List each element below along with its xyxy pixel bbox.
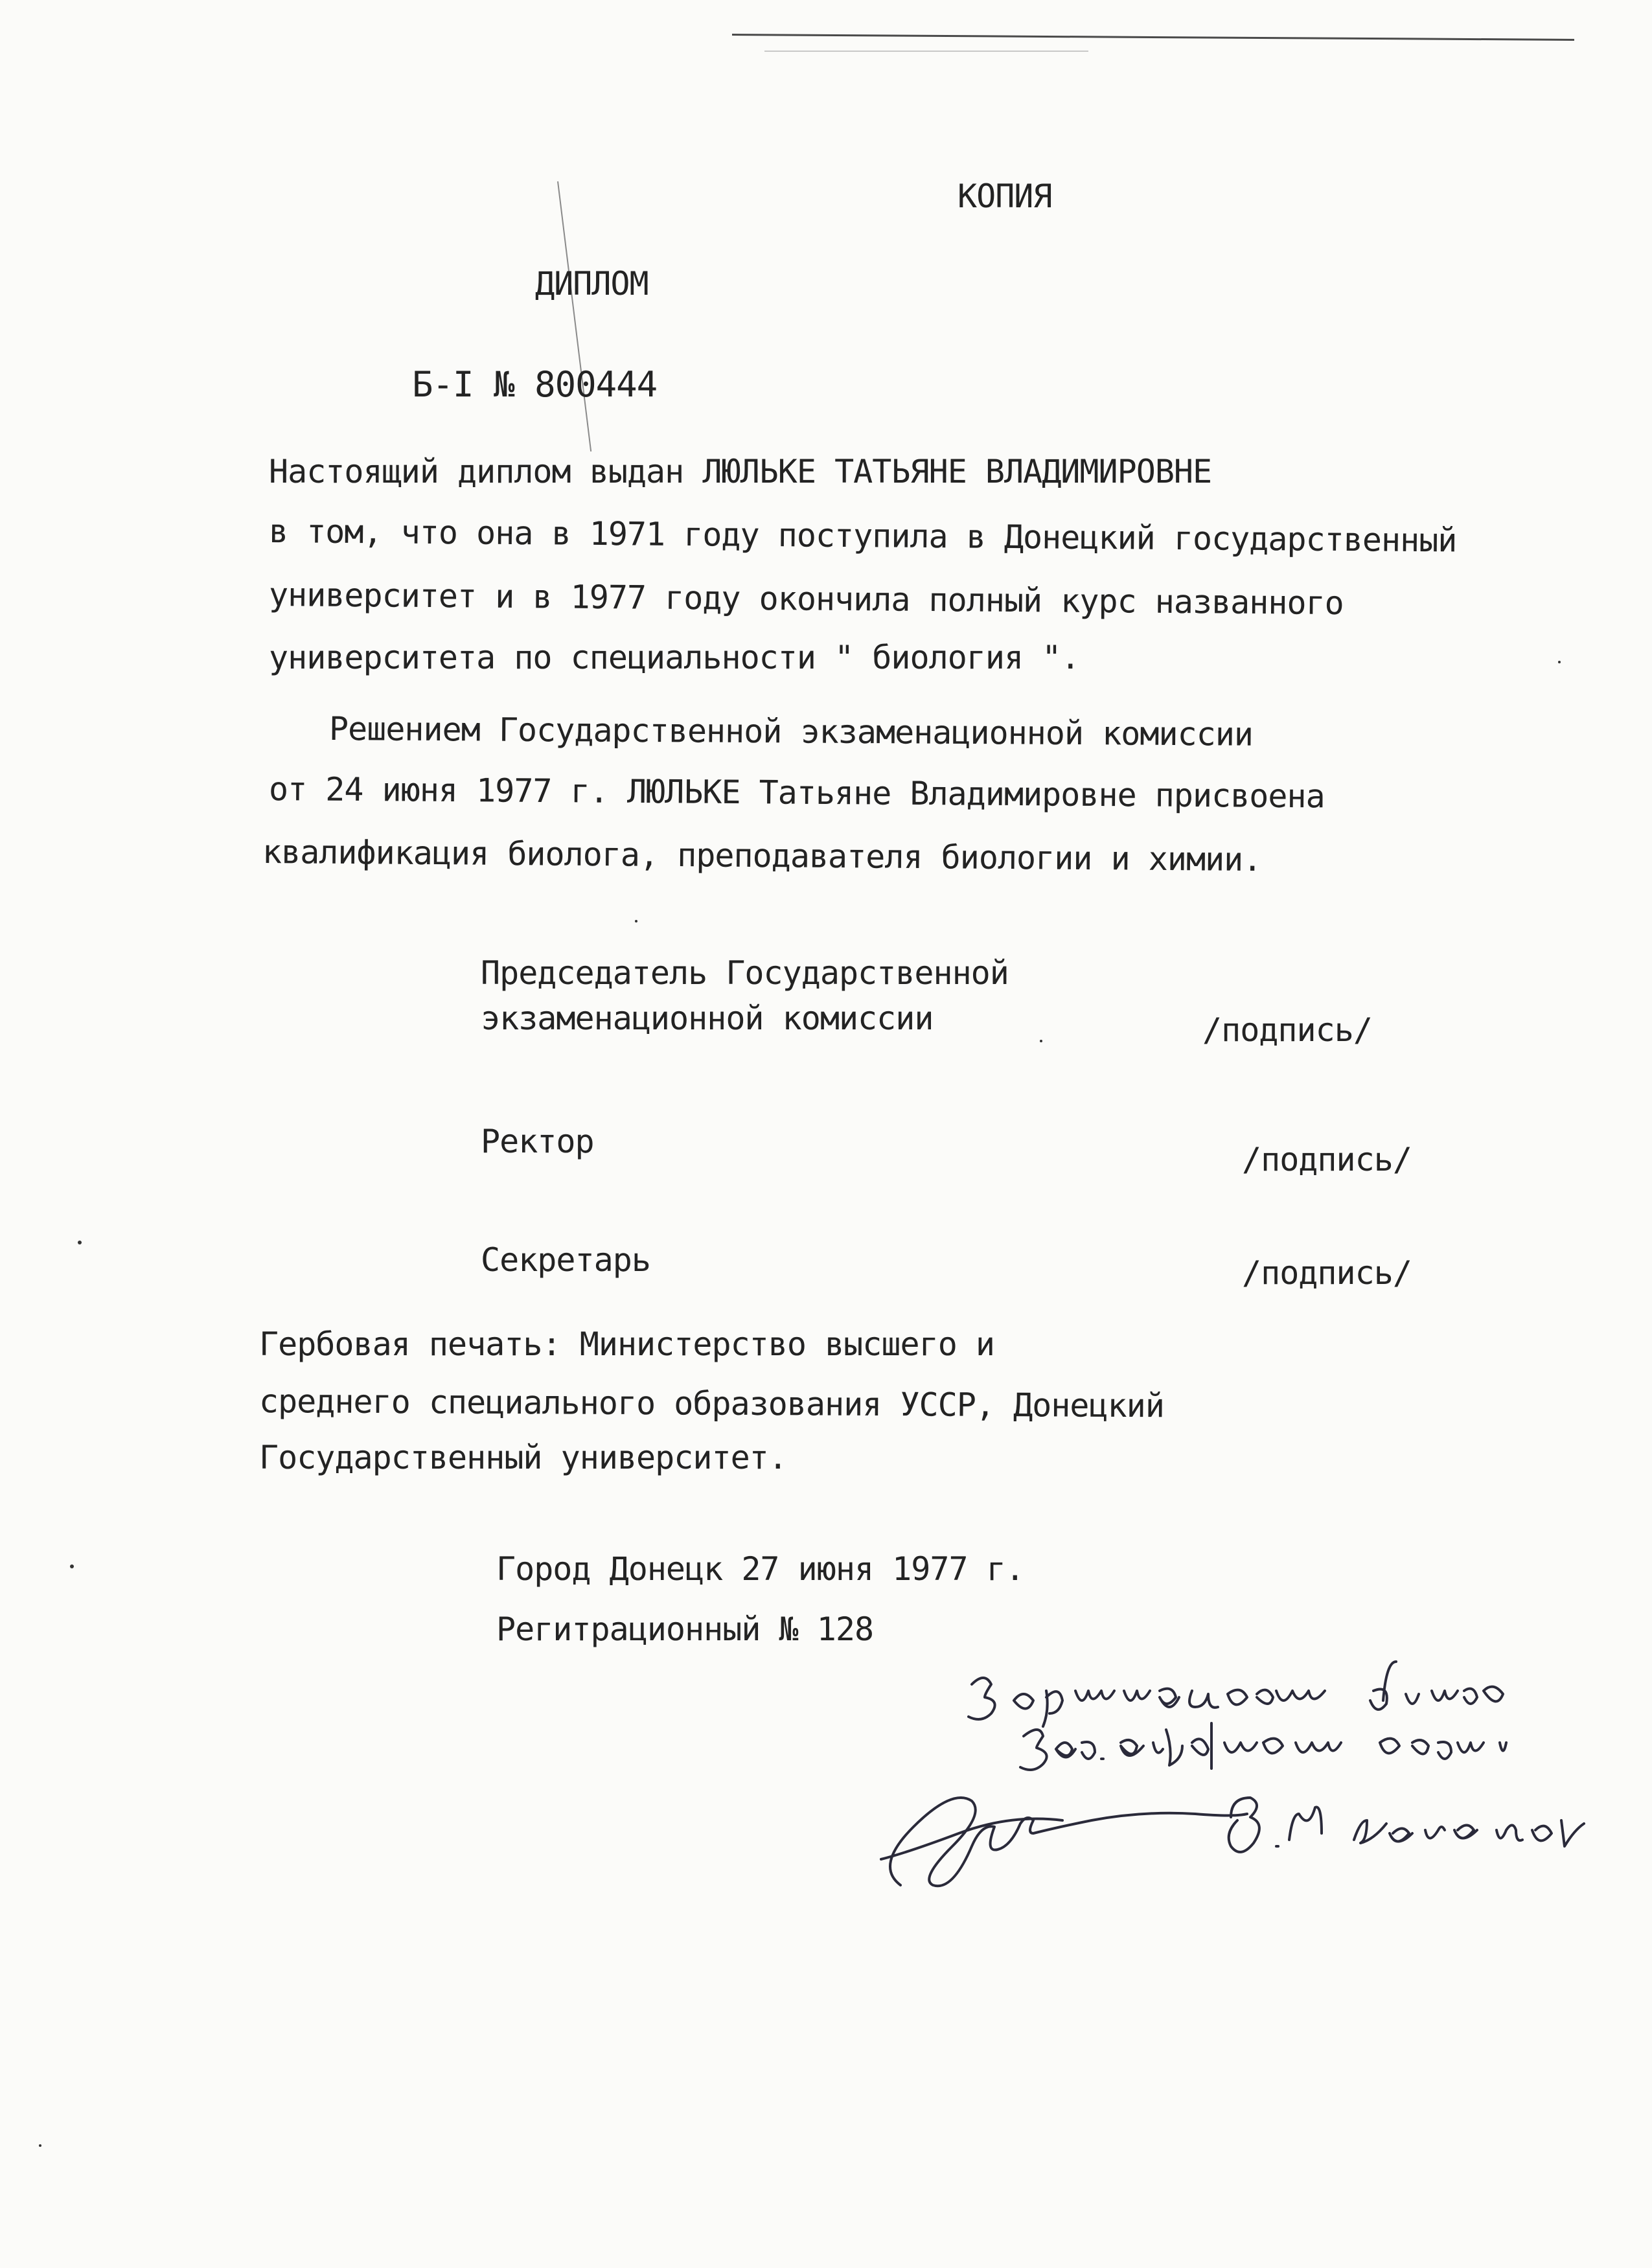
city-date: Город Донецк 27 июня 1977 г. <box>496 1550 1024 1588</box>
chair-signature-placeholder: /подпись/ <box>1202 1011 1372 1049</box>
copy-mark: КОПИЯ <box>958 178 1052 215</box>
seal-line: Государственный университет. <box>259 1439 787 1476</box>
body-line: от 24 июня 1977 г. ЛЮЛЬКЕ Татьяне Владимировне присвоена <box>268 770 1325 816</box>
scan-speck <box>78 1241 82 1244</box>
body-line: квалификация биолога, преподавателя биологии и химии. <box>262 833 1262 879</box>
body-line: университет и в 1977 году окончила полный курс названного <box>268 576 1344 623</box>
body-line: университета по специальности " биология ". <box>269 639 1080 676</box>
secretary-signature-placeholder: /подпись/ <box>1242 1254 1412 1292</box>
top-rule-faint <box>764 51 1088 52</box>
handwriting-line2 <box>1020 1723 1506 1770</box>
signature-flourish <box>881 1819 1062 1860</box>
seal-line: среднего специального образования УССР, Донецкий <box>258 1382 1165 1425</box>
rector-label: Ректор <box>481 1123 594 1160</box>
body-line: Настоящий диплом выдан ЛЮЛЬКЕ ТАТЬЯНЕ ВЛАДИМИРОВНЕ <box>269 453 1212 490</box>
chair-title-line1: Председатель Государственной <box>481 954 1009 992</box>
body-line: Решением Государственной экзаменационной комиссии <box>328 710 1254 753</box>
scan-speck <box>39 2144 41 2147</box>
rector-signature-placeholder: /подпись/ <box>1242 1141 1412 1178</box>
handwritten-certification <box>862 1645 1613 1918</box>
margin-pen-line <box>557 181 591 452</box>
scan-speck <box>635 920 637 922</box>
body-line: в том, что она в 1971 году поступила в Донецкий государственный <box>268 512 1457 560</box>
seal-line: Гербовая печать: Министерство высшего и <box>259 1325 994 1363</box>
handwriting-line1 <box>969 1662 1503 1726</box>
chair-title-line2: экзаменационной комиссии <box>481 1000 934 1037</box>
scan-speck <box>1040 1040 1042 1042</box>
document-title: ДИПЛОМ <box>535 265 648 303</box>
scan-speck <box>1558 661 1561 663</box>
scan-speck <box>70 1564 74 1568</box>
series-number: Б-I № 800444 <box>412 364 658 405</box>
registration-number: Регитрационный № 128 <box>496 1610 874 1648</box>
signer-name <box>1229 1798 1584 1852</box>
secretary-label: Секретарь <box>481 1241 650 1279</box>
top-rule <box>732 34 1574 41</box>
signature-scrawl <box>890 1798 1247 1886</box>
